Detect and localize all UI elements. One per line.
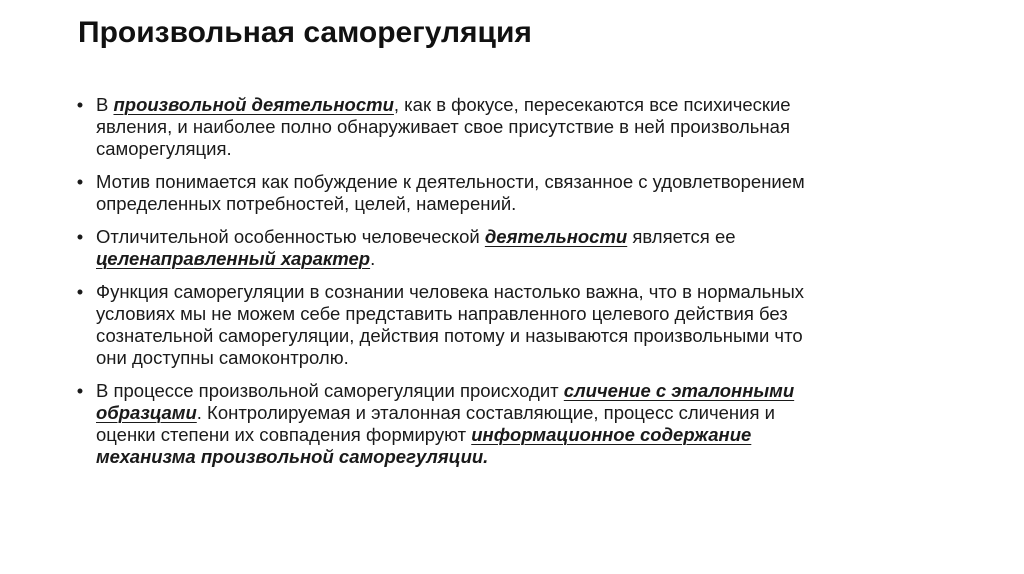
bullet-item xyxy=(72,226,932,270)
bullet-dot-icon: • xyxy=(76,226,84,247)
emphasis-run: сличение с эталонными xyxy=(563,380,795,401)
text-run: Функция саморегуляции в сознании человека настолько важна, что в нормальных xyxy=(96,281,805,302)
bullet-item xyxy=(72,380,932,468)
text-run: сознательной саморегуляции, действия потому и называются произвольными что xyxy=(96,325,803,346)
bullet-item xyxy=(72,281,932,369)
text-run: Мотив понимается как побуждение к деятельности, связанное с удовлетворением xyxy=(96,171,805,192)
text-line xyxy=(96,116,932,138)
text-line xyxy=(96,424,932,446)
text-line xyxy=(96,248,932,270)
bullet-list xyxy=(72,94,932,479)
bullet-item xyxy=(72,171,932,215)
bullet-dot-icon: • xyxy=(76,281,84,302)
text-run: является ее xyxy=(627,226,736,247)
emphasis-run: произвольной деятельности xyxy=(113,94,394,115)
text-line xyxy=(96,402,932,424)
text-line xyxy=(96,303,932,325)
emphasis-run: образцами xyxy=(96,402,197,423)
text-run: , как в фокусе, пересекаются все психические xyxy=(393,94,791,115)
text-line xyxy=(96,138,932,160)
text-line xyxy=(96,347,932,369)
bullet-dot-icon: • xyxy=(76,94,84,115)
text-line xyxy=(96,171,932,193)
emphasis-run: информационное содержание xyxy=(471,424,752,445)
emphasis-run: деятельности xyxy=(484,226,628,247)
text-run: оценки степени их совпадения формируют xyxy=(96,424,472,445)
text-line xyxy=(96,226,932,248)
text-run: . Контролируемая и эталонная составляющие, процесс сличения и xyxy=(196,402,775,423)
text-run: определенных потребностей, целей, намерений. xyxy=(96,193,517,214)
text-line xyxy=(96,325,932,347)
text-line xyxy=(96,380,932,402)
emphasis-run: целенаправленный характер xyxy=(96,248,371,269)
text-line xyxy=(96,446,932,468)
text-run: Отличительной особенностью человеческой xyxy=(96,226,485,247)
text-line xyxy=(96,94,932,116)
text-run: саморегуляция. xyxy=(96,138,232,159)
emphasis-run: механизма произвольной саморегуляции. xyxy=(96,446,489,467)
bullet-dot-icon: • xyxy=(76,380,84,401)
bullet-dot-icon: • xyxy=(76,171,84,192)
text-run: они доступны самоконтролю. xyxy=(96,347,349,368)
text-run: условиях мы не можем себе представить направленного целевого действия без xyxy=(96,303,788,324)
text-run: . xyxy=(370,248,376,269)
slide-title: Произвольная саморегуляция xyxy=(78,16,532,49)
text-line xyxy=(96,193,932,215)
text-run: В xyxy=(96,94,114,115)
bullet-item xyxy=(72,94,932,160)
text-line xyxy=(96,281,932,303)
text-run: явления, и наиболее полно обнаруживает свое присутствие в ней произвольная xyxy=(96,116,790,137)
text-run: В процессе произвольной саморегуляции происходит xyxy=(96,380,564,401)
